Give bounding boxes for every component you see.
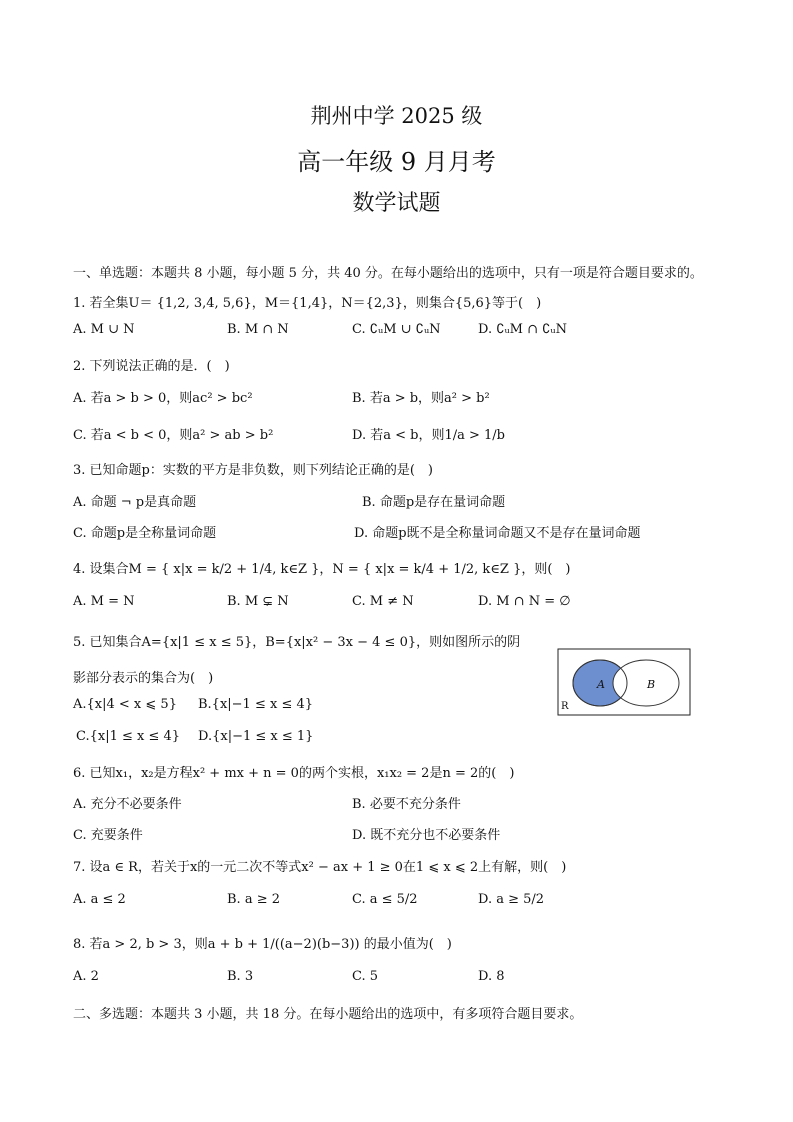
q5-option-c: C.{x|1 ≤ x ≤ 4}: [76, 729, 181, 744]
q7-option-c: C. a ≤ 5/2: [352, 892, 418, 907]
q8-option-d: D. 8: [478, 969, 505, 984]
q8-option-c: C. 5: [352, 969, 379, 984]
q6-option-b: B. 必要不充分条件: [352, 797, 461, 812]
section2-heading: 二、多选题：本题共 3 小题，共 18 分。在每小题给出的选项中，有多项符合题目要求。: [73, 1007, 583, 1022]
q1-option-a: A. M ∪ N: [73, 322, 135, 337]
q8-option-a: A. 2: [73, 969, 99, 984]
q4-option-b: B. M ⊊ N: [227, 594, 289, 609]
q7-option-b: B. a ≥ 2: [227, 892, 280, 907]
q3-option-a: A. 命题 ¬ p是真命题: [73, 495, 197, 510]
q4-option-d: D. M ∩ N = ∅: [478, 594, 571, 609]
q7-option-a: A. a ≤ 2: [73, 892, 126, 907]
q7-stem: 7. 设a ∈ R，若关于x的一元二次不等式x² − ax + 1 ≥ 0在1 ⩽ x ⩽ 2上有解，则( ): [73, 860, 567, 875]
venn-set-b: [613, 660, 679, 706]
q1-option-b: B. M ∩ N: [227, 322, 289, 337]
q4-option-c: C. M ≠ N: [352, 594, 414, 609]
venn-label-r: R: [561, 701, 569, 712]
q3-option-d: D. 命题p既不是全称量词命题又不是存在量词命题: [354, 526, 641, 541]
q4-stem: 4. 设集合M = { x|x = k/2 + 1/4, k∈Z }，N = { x|x = k/4 + 1/2, k∈Z }，则( ): [73, 562, 571, 577]
q1-option-c: C. ∁ᵤM ∪ ∁ᵤN: [352, 322, 441, 337]
q2-option-b: B. 若a > b，则a² > b²: [352, 391, 490, 406]
q5-stem-cont: 影部分表示的集合为( ): [73, 671, 214, 686]
section1-heading: 一、单选题：本题共 8 小题，每小题 5 分，共 40 分。在每小题给出的选项中，只有一项是符合题目要求的。: [73, 266, 703, 281]
q8-option-b: B. 3: [227, 969, 254, 984]
exam-title: 高一年级 9 月月考: [297, 148, 496, 176]
q6-stem: 6. 已知x₁，x₂是方程x² + mx + n = 0的两个实根，x₁x₂ = 2是n = 2的( ): [73, 766, 515, 781]
q3-stem: 3. 已知命题p：实数的平方是非负数，则下列结论正确的是( ): [73, 463, 434, 478]
q1-option-d: D. ∁ᵤM ∩ ∁ᵤN: [478, 322, 567, 337]
q5-option-d: D.{x|−1 ≤ x ≤ 1}: [198, 729, 314, 744]
subject-title: 数学试题: [352, 191, 441, 216]
q6-option-a: A. 充分不必要条件: [73, 797, 182, 812]
q6-option-d: D. 既不充分也不必要条件: [352, 828, 501, 843]
q7-option-d: D. a ≥ 5/2: [478, 892, 545, 907]
school-title: 荆州中学 2025 级: [310, 104, 483, 128]
q8-stem: 8. 若a > 2, b > 3，则a + b + 1/((a−2)(b−3)) 的最小值为( ): [73, 937, 452, 952]
q5-option-a: A.{x|4 < x ⩽ 5}: [73, 697, 177, 712]
q4-option-a: A. M = N: [73, 594, 135, 609]
q1-stem: 1. 若全集U＝ {1,2, 3,4, 5,6}，M＝{1,4}，N＝{2,3}，则集合{5,6}等于( ): [73, 296, 542, 311]
q5-option-b: B.{x|−1 ≤ x ≤ 4}: [198, 697, 314, 712]
q6-option-c: C. 充要条件: [73, 828, 143, 843]
q5-stem: 5. 已知集合A={x|1 ≤ x ≤ 5}，B={x|x² − 3x − 4 ≤ 0}，则如图所示的阴: [73, 635, 521, 650]
q2-stem: 2. 下列说法正确的是．( ): [73, 359, 230, 374]
q3-option-b: B. 命题p是存在量词命题: [362, 495, 506, 510]
venn-diagram: [557, 648, 691, 716]
q3-option-c: C. 命题p是全称量词命题: [73, 526, 217, 541]
q2-option-a: A. 若a > b > 0，则ac² > bc²: [73, 391, 253, 406]
venn-label-a: A: [597, 678, 605, 691]
q2-option-c: C. 若a < b < 0，则a² > ab > b²: [73, 428, 274, 443]
q2-option-d: D. 若a < b，则1/a > 1/b: [352, 428, 505, 443]
venn-label-b: B: [647, 678, 656, 691]
